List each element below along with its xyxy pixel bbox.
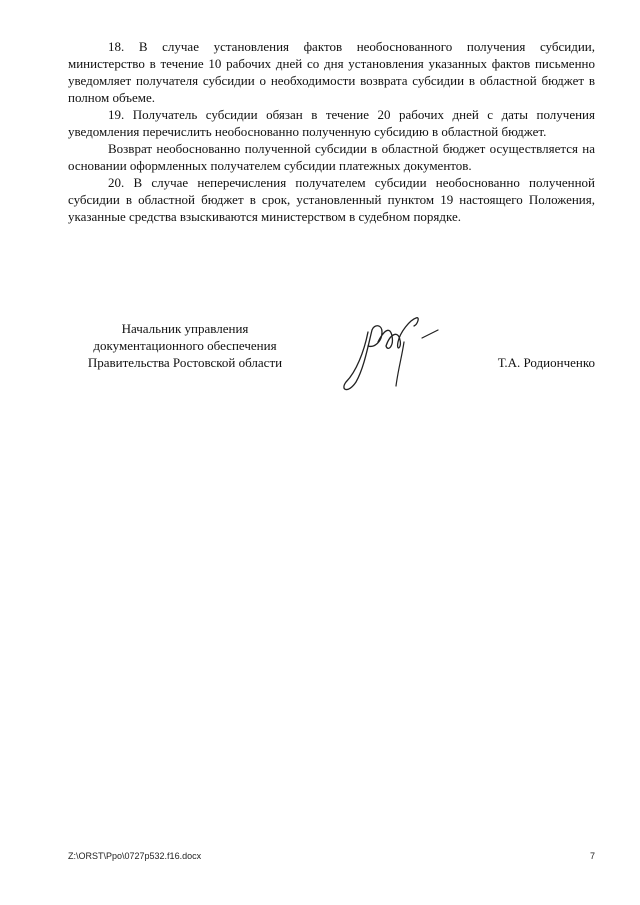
paragraph-refund: Возврат необоснованно полученной субсидии в областной бюджет осуществляется на основании оформленных получателем субсидии платежных документов. <box>68 141 595 173</box>
footer-file-path: Z:\ORST\Ppo\0727p532.f16.docx <box>68 851 202 861</box>
paragraph-20: 20. В случае неперечисления получателем субсидии необоснованно полученной субсидии в областной бюджет в срок, установленный пунктом 19 настоящего Положения, указанные средства взыскиваются министерством в судебном порядке. <box>68 175 595 224</box>
signatory-title-line: Правительства Ростовской области <box>87 355 283 370</box>
document-body <box>68 38 595 225</box>
page-number: 7 <box>589 851 595 861</box>
signatory-title-line: Начальник управления <box>121 321 249 336</box>
signature-block <box>68 320 595 400</box>
handwritten-signature <box>338 312 458 396</box>
signatory-title <box>68 320 302 371</box>
signatory-title-line: документационного обеспечения <box>93 338 277 353</box>
signatory-name: Т.А. Родионченко <box>497 355 595 370</box>
paragraph-18: 18. В случае установления фактов необоснованного получения субсидии, министерство в течение 10 рабочих дней со дня установления указанных фактов письменно уведомляет получателя субсидии о необходимости возврата субсидии в областной бюджет в полном объеме. <box>68 39 595 105</box>
paragraph-19: 19. Получатель субсидии обязан в течение 20 рабочих дней с даты получения уведомления перечислить необоснованно полученную субсидию в областной бюджет. <box>68 107 595 139</box>
